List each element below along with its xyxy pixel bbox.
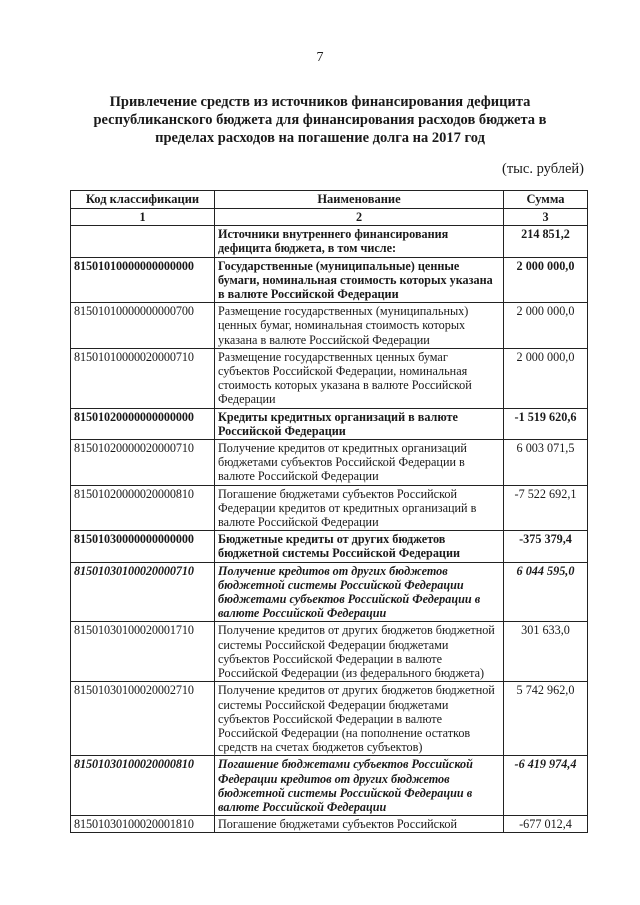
row-code-cell: 81501030000000000000: [71, 531, 215, 562]
header-name: Наименование: [215, 191, 504, 209]
row-code-cell: 81501010000020000710: [71, 348, 215, 408]
row-name-cell: Получение кредитов от других бюджетов бюджетной системы Российской Федерации бюджетами субъектов Российской Федерации в валюте Российской Федерации (из федерального бюджета): [215, 622, 504, 682]
row-code-cell: 81501020000000000000: [71, 408, 215, 439]
header-amount: Сумма: [504, 191, 588, 209]
table-row: [71, 622, 588, 682]
row-code-cell: 81501010000000000000: [71, 257, 215, 303]
table-body: [71, 226, 588, 833]
units-label: (тыс. рублей): [502, 161, 584, 177]
title-line-3: пределах расходов на погашение долга на 2017 год: [155, 130, 485, 146]
row-amount-cell: 2 000 000,0: [504, 303, 588, 349]
row-name-cell: Источники внутреннего финансирования дефицита бюджета, в том числе:: [215, 226, 504, 257]
row-name-cell: Размещение государственных ценных бумаг субъектов Российской Федерации, номинальная стоимость которых указана в валюте Российской Федерации: [215, 348, 504, 408]
table-header-row: [71, 191, 588, 209]
table-row: [71, 816, 588, 833]
page-number: 7: [316, 50, 324, 65]
row-name-cell: Получение кредитов от других бюджетов бюджетной системы Российской Федерации бюджетами субъектов Российской Федерации в валюте Российской Федерации (на пополнение остатков средств на счетах бюджетов субъектов): [215, 682, 504, 756]
row-name-cell: Государственные (муниципальные) ценные бумаги, номинальная стоимость которых указана в валюте Российской Федерации: [215, 257, 504, 303]
table-row: [71, 303, 588, 349]
header-code: Код классификации: [71, 191, 215, 209]
row-code-cell: 81501030100020001710: [71, 622, 215, 682]
row-amount-cell: 5 742 962,0: [504, 682, 588, 756]
table-row: [71, 531, 588, 562]
row-name-cell: Погашение бюджетами субъектов Российской: [215, 816, 504, 833]
table-row: [71, 257, 588, 303]
column-number-1: 1: [71, 209, 215, 226]
row-amount-cell: 6 003 071,5: [504, 440, 588, 486]
row-name-cell: Бюджетные кредиты от других бюджетов бюджетной системы Российской Федерации: [215, 531, 504, 562]
title-line-2: республиканского бюджета для финансирования расходов бюджета в: [93, 112, 547, 128]
row-amount-cell: 2 000 000,0: [504, 348, 588, 408]
row-code-cell: [71, 226, 215, 257]
table-row: [71, 682, 588, 756]
row-amount-cell: -7 522 692,1: [504, 485, 588, 531]
column-number-2: 2: [215, 209, 504, 226]
column-number-3: 3: [504, 209, 588, 226]
row-amount-cell: -375 379,4: [504, 531, 588, 562]
row-code-cell: 81501030100020002710: [71, 682, 215, 756]
row-name-cell: Получение кредитов от кредитных организаций бюджетами субъектов Российской Федерации в валюте Российской Федерации: [215, 440, 504, 486]
row-name-cell: Размещение государственных (муниципальных) ценных бумаг, номинальная стоимость которых указана в валюте Российской Федерации: [215, 303, 504, 349]
row-code-cell: 81501010000000000700: [71, 303, 215, 349]
table-row: [71, 485, 588, 531]
row-amount-cell: -6 419 974,4: [504, 756, 588, 816]
row-amount-cell: -677 012,4: [504, 816, 588, 833]
row-code-cell: 81501030100020001810: [71, 816, 215, 833]
row-amount-cell: 214 851,2: [504, 226, 588, 257]
row-name-cell: Получение кредитов от других бюджетов бюджетной системы Российской Федерации бюджетами субъектов Российской Федерации в валюте Российской Федерации: [215, 562, 504, 622]
row-code-cell: 81501030100020000810: [71, 756, 215, 816]
row-code-cell: 81501020000020000810: [71, 485, 215, 531]
row-code-cell: 81501030100020000710: [71, 562, 215, 622]
budget-table: [70, 190, 588, 833]
table-row: [71, 226, 588, 257]
title-line-1: Привлечение средств из источников финансирования дефицита: [109, 94, 531, 110]
row-amount-cell: 6 044 595,0: [504, 562, 588, 622]
row-amount-cell: -1 519 620,6: [504, 408, 588, 439]
document-title: [80, 93, 560, 147]
table-row: [71, 408, 588, 439]
row-amount-cell: 301 633,0: [504, 622, 588, 682]
row-name-cell: Кредиты кредитных организаций в валюте Российской Федерации: [215, 408, 504, 439]
row-code-cell: 81501020000020000710: [71, 440, 215, 486]
row-name-cell: Погашение бюджетами субъектов Российской Федерации кредитов от кредитных организаций в валюте Российской Федерации: [215, 485, 504, 531]
table-row: [71, 562, 588, 622]
table-row: [71, 348, 588, 408]
table-row: [71, 756, 588, 816]
row-name-cell: Погашение бюджетами субъектов Российской Федерации кредитов от других бюджетов бюджетной системы Российской Федерации в валюте Российской Федерации: [215, 756, 504, 816]
column-number-row: [71, 209, 588, 226]
table-row: [71, 440, 588, 486]
row-amount-cell: 2 000 000,0: [504, 257, 588, 303]
